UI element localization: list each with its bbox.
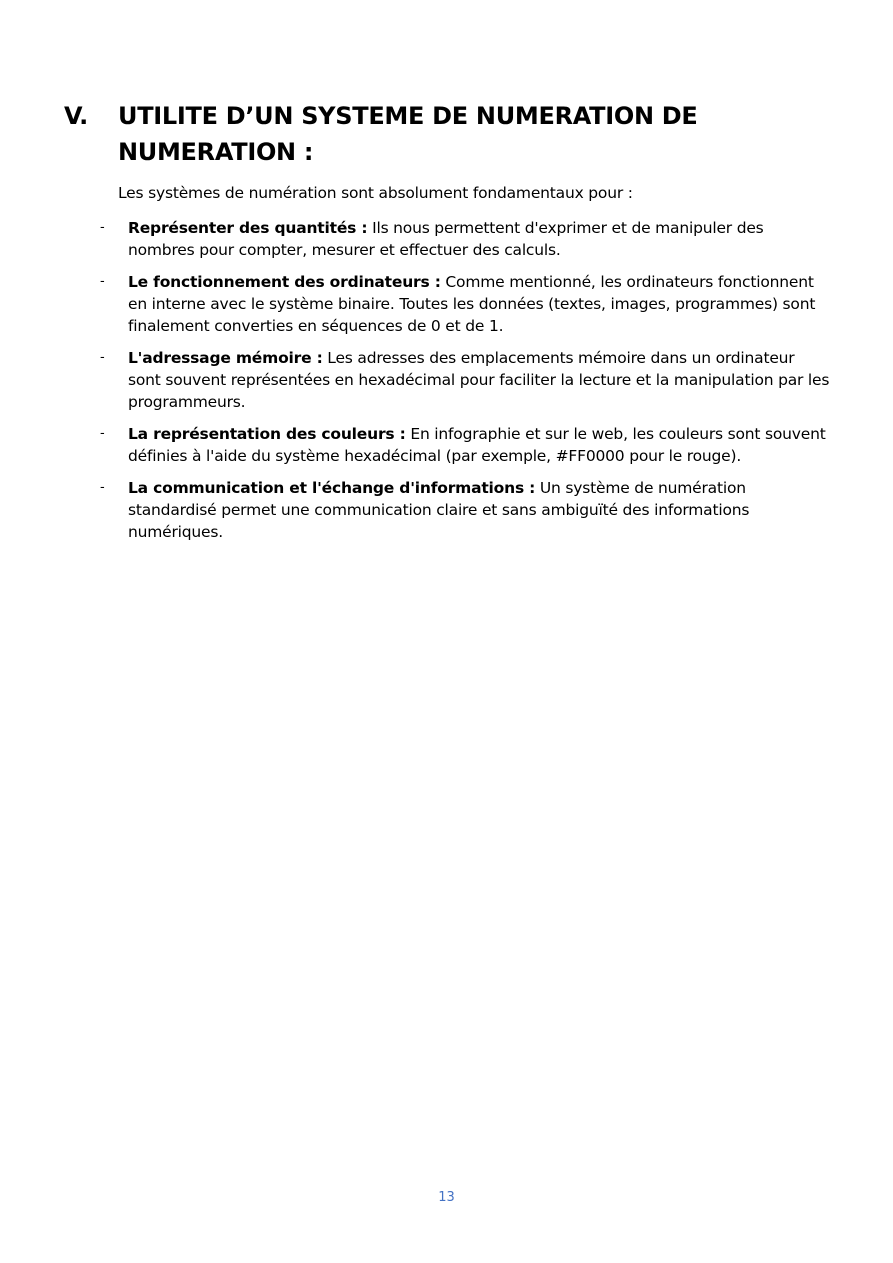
list-item-term: Le fonctionnement des ordinateurs : [128, 273, 441, 291]
list-item [100, 271, 830, 337]
list-item-text: En infographie et sur le web, les couleurs sont souvent définies à l'aide du système hexadécimal (par exemple, #FF0000 pour le rouge). [128, 425, 826, 465]
list-item-text: Ils nous permettent d'exprimer et de manipuler des nombres pour compter, mesurer et effectuer des calculs. [128, 219, 764, 259]
list-item-text: Un système de numération standardisé permet une communication claire et sans ambiguïté des informations numériques. [128, 479, 750, 541]
heading-number: V. [64, 102, 88, 130]
list-item-body [128, 217, 830, 261]
list-item-term: Représenter des quantités : [128, 219, 368, 237]
intro-paragraph: Les systèmes de numération sont absolument fondamentaux pour : [118, 184, 633, 202]
list-item-body [128, 423, 830, 467]
heading-text: UTILITE D’UN SYSTEME DE NUMERATION DE NUMERATION : [118, 102, 698, 166]
list-item [100, 217, 830, 261]
bullet-dash: - [100, 480, 105, 495]
list-item-text: Les adresses des emplacements mémoire dans un ordinateur sont souvent représentées en hexadécimal pour faciliter la lecture et la manipulation par les programmeurs. [128, 349, 830, 411]
list-item [100, 477, 830, 543]
page-number: 13 [438, 1190, 455, 1205]
list-item [100, 347, 830, 413]
list-item [100, 423, 830, 467]
bullet-dash: - [100, 274, 105, 289]
list-item-term: L'adressage mémoire : [128, 349, 323, 367]
bullet-list [100, 217, 830, 553]
section-heading [64, 98, 824, 170]
list-item-term: La représentation des couleurs : [128, 425, 406, 443]
list-item-text: Comme mentionné, les ordinateurs fonctionnent en interne avec le système binaire. Toutes les données (textes, images, programmes) sont finalement converties en séquences de 0 et de 1. [128, 273, 816, 335]
list-item-body [128, 271, 830, 337]
bullet-dash: - [100, 220, 105, 235]
list-item-term: La communication et l'échange d'informations : [128, 479, 536, 497]
list-item-body [128, 347, 830, 413]
list-item-body [128, 477, 830, 543]
bullet-dash: - [100, 350, 105, 365]
bullet-dash: - [100, 426, 105, 441]
